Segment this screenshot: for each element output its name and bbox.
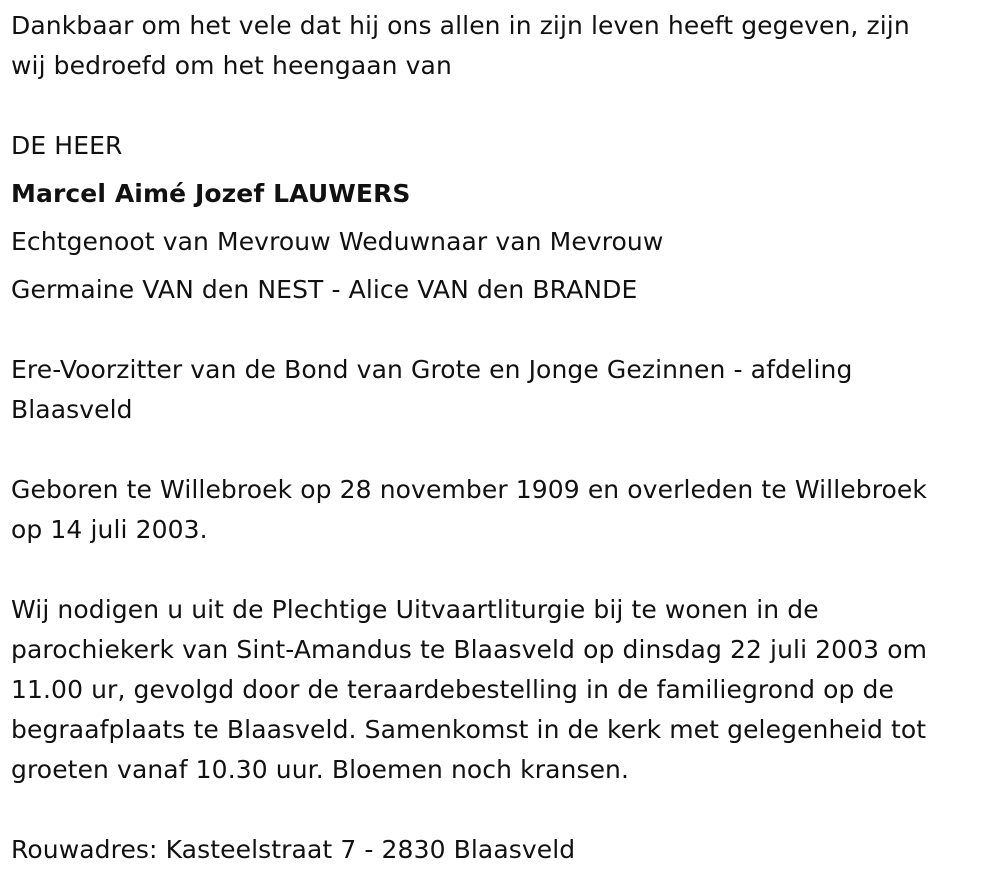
ceremony-line-3: 11.00 ur, gevolgd door de teraardebestelling in de familiegrond op de	[11, 675, 894, 704]
ceremony-line-1: Wij nodigen u uit de Plechtige Uitvaartliturgie bij te wonen in de	[11, 595, 819, 624]
spouse-line-2: Germaine VAN den NEST - Alice VAN den BRANDE	[11, 275, 638, 304]
spouse-line-1: Echtgenoot van Mevrouw Weduwnaar van Mevrouw	[11, 227, 664, 256]
honor-line-1: Ere-Voorzitter van de Bond van Grote en Jonge Gezinnen - afdeling	[11, 355, 853, 384]
deceased-name: Marcel Aimé Jozef LAUWERS	[11, 179, 411, 208]
honor-line-2: Blaasveld	[11, 395, 133, 424]
life-line-2: op 14 juli 2003.	[11, 515, 208, 544]
intro-line-2: wij bedroefd om het heengaan van	[11, 51, 452, 80]
intro-line-1: Dankbaar om het vele dat hij ons allen in zijn leven heeft gegeven, zijn	[11, 11, 910, 40]
life-line-1: Geboren te Willebroek op 28 november 1909 en overleden te Willebroek	[11, 475, 927, 504]
address-line: Rouwadres: Kasteelstraat 7 - 2830 Blaasveld	[11, 835, 576, 864]
ceremony-line-4: begraafplaats te Blaasveld. Samenkomst in de kerk met gelegenheid tot	[11, 715, 927, 744]
ceremony-line-5: groeten vanaf 10.30 uur. Bloemen noch kransen.	[11, 755, 630, 784]
ceremony-line-2: parochiekerk van Sint-Amandus te Blaasveld op dinsdag 22 juli 2003 om	[11, 635, 928, 664]
deceased-title: DE HEER	[11, 131, 123, 160]
